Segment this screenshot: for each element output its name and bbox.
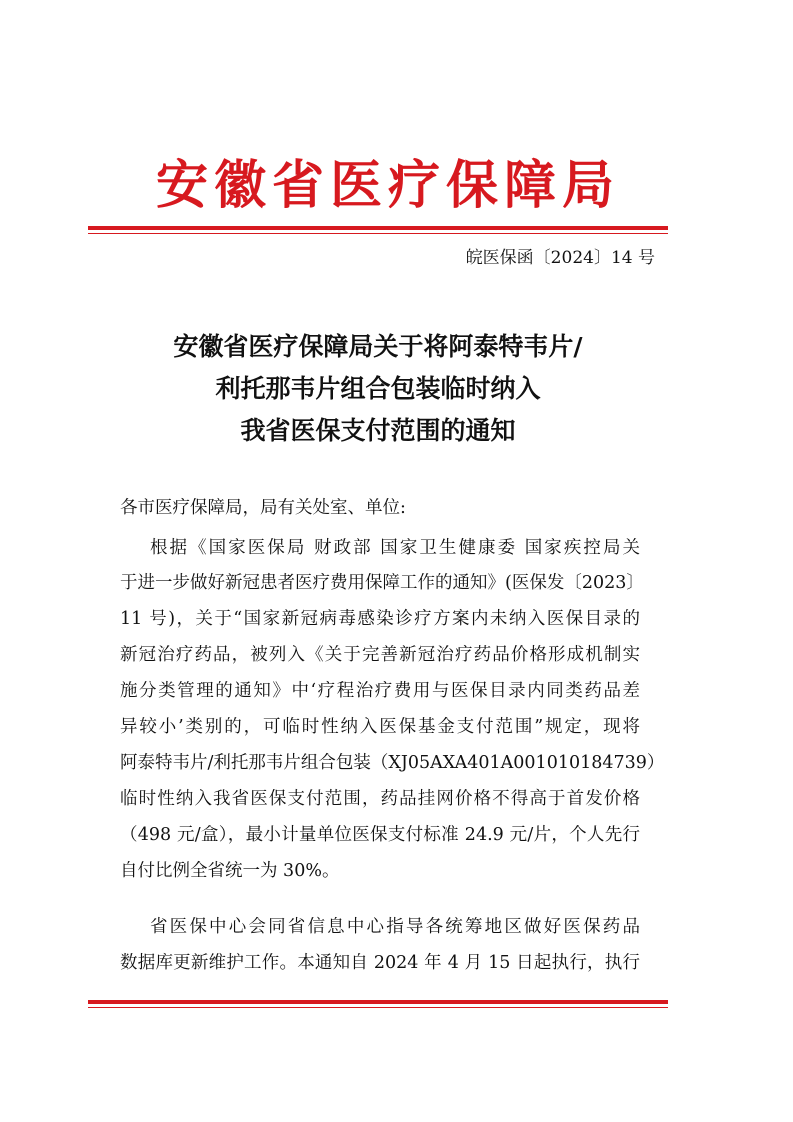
- body-line: （498 元/盒），最小计量单位医保支付标准 24.9 元/片，个人先行: [120, 825, 640, 845]
- body-line: 临时性纳入我省医保支付范围，药品挂网价格不得高于首发价格: [120, 789, 640, 809]
- body-line: 省医保中心会同省信息中心指导各统筹地区做好医保药品: [150, 917, 640, 937]
- header-red-rule: [88, 226, 668, 230]
- body-line: 新冠治疗药品，被列入《关于完善新冠治疗药品价格形成机制实: [120, 645, 640, 665]
- document-number: 皖医保函〔2024〕14 号: [465, 248, 655, 268]
- body-line: 异较小’类别的，可临时性纳入医保基金支付范围”规定，现将: [120, 717, 640, 737]
- body-line: 自付比例全省统一为 30%。: [120, 861, 340, 881]
- body-line: 11 号)，关于“国家新冠病毒感染诊疗方案内未纳入医保目录的: [120, 609, 640, 629]
- title-line: 安徽省医疗保障局关于将阿泰特韦片/: [173, 332, 583, 361]
- title-line: 我省医保支付范围的通知: [240, 416, 516, 445]
- header-red-rule-thin: [88, 233, 668, 234]
- body-line: 阿泰特韦片/利托那韦片组合包装（XJ05AXA401A001010184739）: [120, 753, 665, 773]
- body-line: 数据库更新维护工作。本通知自 2024 年 4 月 15 日起执行，执行: [120, 953, 640, 973]
- recipient-line: 各市医疗保障局，局有关处室、单位:: [120, 498, 406, 518]
- body-line: 根据《国家医保局 财政部 国家卫生健康委 国家疾控局关: [150, 538, 640, 558]
- body-line: 于进一步做好新冠患者医疗费用保障工作的通知》(医保发〔2023〕: [120, 573, 644, 593]
- footer-red-rule: [88, 1000, 668, 1004]
- org-header-title: 安徽省医疗保障局: [155, 155, 620, 216]
- document-title: [88, 326, 668, 452]
- title-line: 利托那韦片组合包装临时纳入: [215, 374, 541, 403]
- body-line: 施分类管理的通知》中‘疗程治疗费用与医保目录内同类药品差: [120, 681, 640, 701]
- footer-red-rule-thin: [88, 1007, 668, 1008]
